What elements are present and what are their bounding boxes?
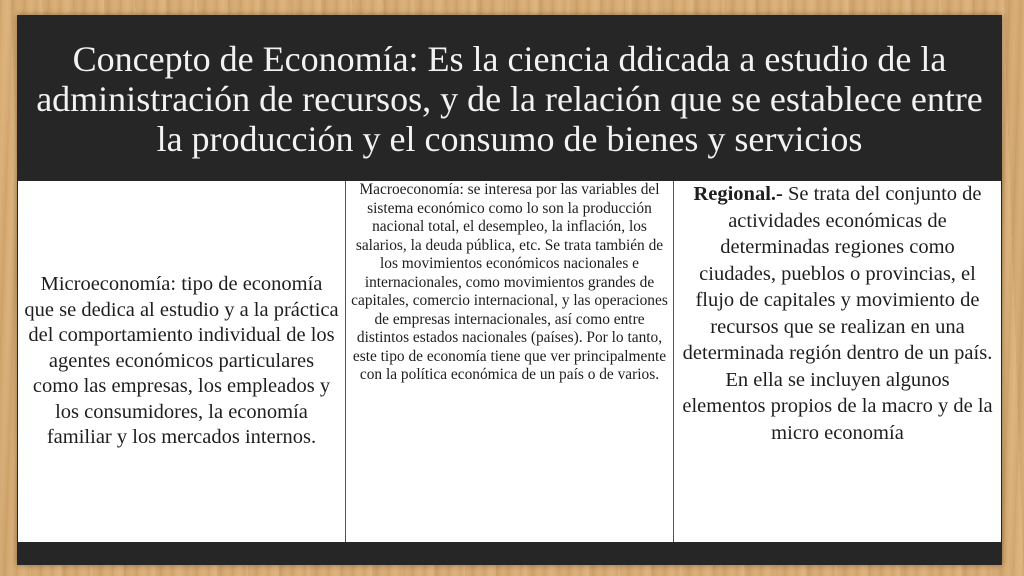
macroeconomia-cell [345, 181, 673, 542]
regional-cell [673, 181, 1001, 542]
concepts-table [18, 181, 1001, 542]
slide-title: Concepto de Economía: Es la ciencia ddicada a estudio de la administración de recursos, y de la relación que se establece entre la producción y el consumo de bienes y servicios [36, 39, 983, 159]
regional-paragraph [682, 181, 993, 446]
regional-heading: Regional.- [693, 183, 783, 205]
microeconomia-text: Microeconomía: tipo de economía que se dedica al estudio y a la práctica del comportamiento individual de los agentes económicos particulares como las empresas, los empleados y los consumidores, la economía familiar y los mercados internos. [24, 273, 339, 449]
microeconomia-cell [18, 181, 345, 542]
regional-text: Se trata del conjunto de actividades económicas de determinadas regiones como ciudades, pueblos o provincias, el flujo de capitales y movimiento de recursos que se realizan en una determinada región dentro de un país. En ella se incluyen algunos elementos propios de la macro y de la micro economía [682, 183, 993, 444]
macroeconomia-text: Macroeconomía: se interesa por las variables del sistema económico como lo son la producción nacional total, el desempleo, la inflación, los salarios, la deuda pública, etc. Se trata también de los movimientos económicos nacionales e internacionales, como movimientos grandes de capitales, comercio internacional, y las operaciones de empresas internacionales, así como entre distintos estados nacionales (países). Por lo tanto, este tipo de economía tiene que ver principalmente con la política económica de un país o de varios. [351, 181, 668, 383]
slide [17, 15, 1002, 565]
